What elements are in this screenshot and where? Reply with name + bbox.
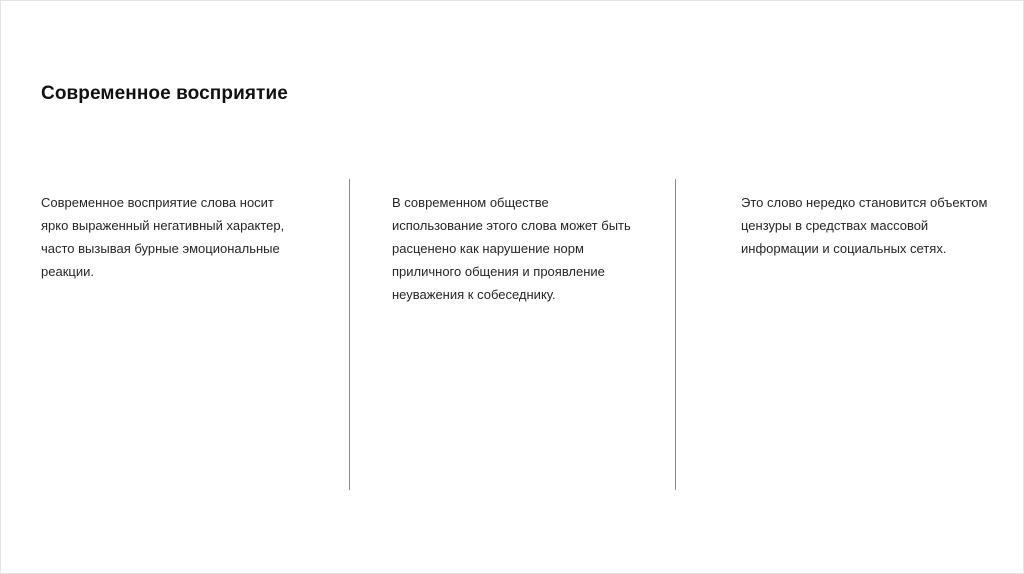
column-1-text [41, 191, 313, 283]
column-divider-1 [349, 179, 350, 490]
column-2-line: неуважения к собеседнику. [392, 287, 556, 302]
column-2-line: В современном обществе [392, 195, 549, 210]
column-2-line: расценено как нарушение норм [392, 241, 584, 256]
column-3-text [741, 191, 1003, 260]
column-1-line: часто вызывая бурные эмоциональные [41, 241, 280, 256]
column-2-line: приличного общения и проявление [392, 264, 605, 279]
column-1-line: реакции. [41, 264, 94, 279]
column-3-line: Это слово нередко становится объектом [741, 195, 988, 210]
column-divider-2 [675, 179, 676, 490]
column-3-line: цензуры в средствах массовой [741, 218, 929, 233]
slide-title: Современное восприятие [41, 83, 288, 104]
column-2-text [392, 191, 654, 306]
column-1-line: Современное восприятие слова носит [41, 195, 274, 210]
column-1-line: ярко выраженный негативный характер, [41, 218, 285, 233]
column-3-line: информации и социальных сетях. [741, 241, 947, 256]
column-2-line: использование этого слова может быть [392, 218, 631, 233]
